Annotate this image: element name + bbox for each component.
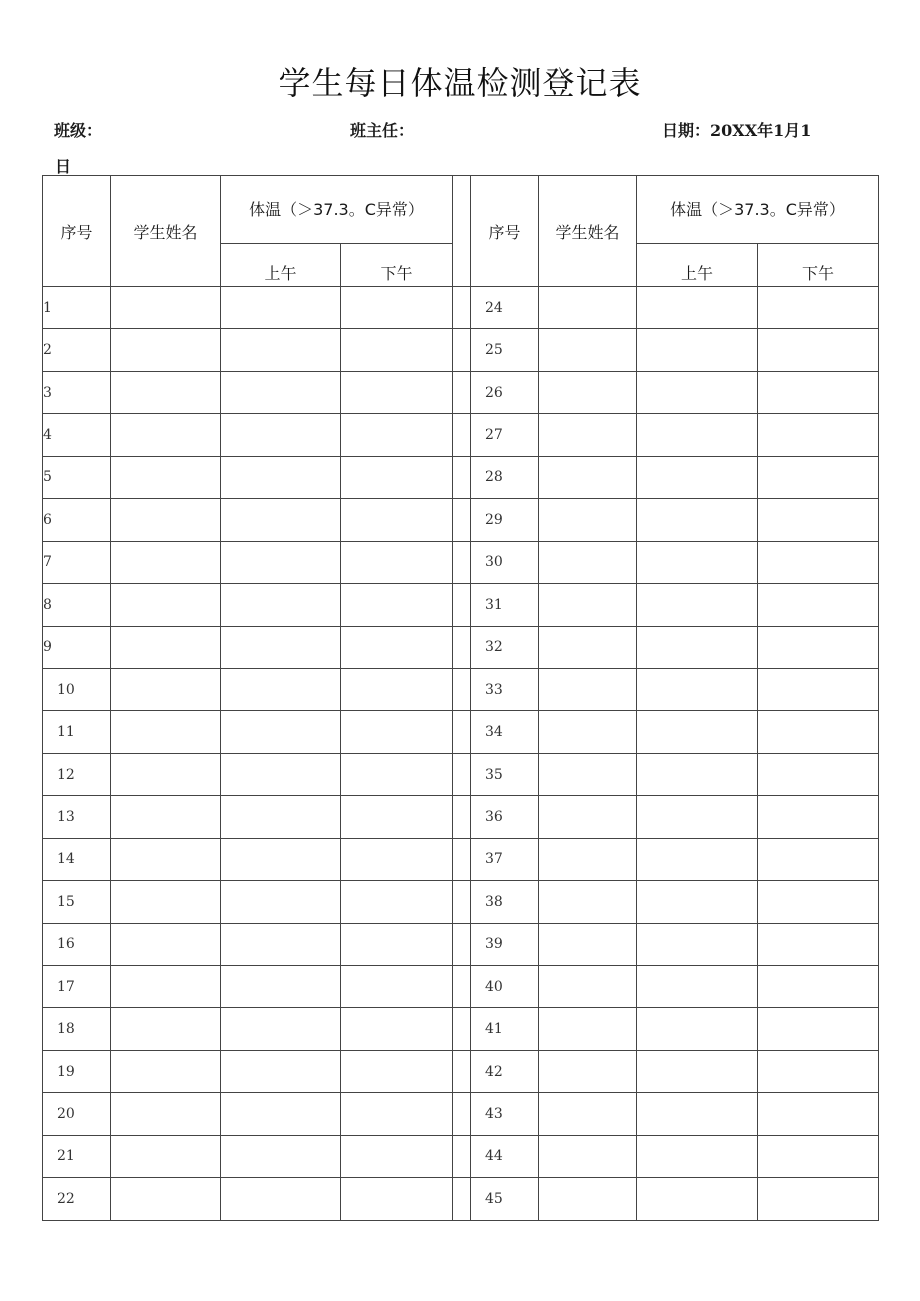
table-row [43,838,879,880]
student-name-cell[interactable] [539,1050,637,1092]
am-temp-cell[interactable] [221,1093,341,1135]
row-number-right: 31 [471,584,539,626]
row-number-left: 18 [43,1008,111,1050]
student-name-cell[interactable] [111,541,221,583]
row-number-left: 22 [43,1178,111,1220]
column-gap-cell [453,923,471,965]
column-gap-cell [453,541,471,583]
table-row [43,1050,879,1092]
am-temp-cell[interactable] [637,541,758,583]
row-number-left: 20 [43,1093,111,1135]
column-gap-cell [453,329,471,371]
student-name-cell[interactable] [539,584,637,626]
am-temp-cell[interactable] [221,541,341,583]
student-name-cell[interactable] [111,838,221,880]
table-row [43,329,879,371]
student-name-cell[interactable] [111,796,221,838]
am-temp-cell[interactable] [637,329,758,371]
am-temp-cell[interactable] [637,287,758,329]
column-gap-cell [453,881,471,923]
student-name-cell[interactable] [111,966,221,1008]
am-temp-cell[interactable] [637,711,758,753]
pm-temp-cell[interactable] [341,668,453,710]
row-number-left: 6 [43,499,111,541]
row-number-left: 15 [43,881,111,923]
am-temp-cell[interactable] [637,371,758,413]
header-am-right: 上午 [637,244,758,287]
pm-temp-cell[interactable] [341,711,453,753]
pm-temp-cell[interactable] [341,584,453,626]
row-number-left: 21 [43,1135,111,1177]
pm-temp-cell[interactable] [341,838,453,880]
column-gap-cell [453,1178,471,1220]
pm-temp-cell[interactable] [758,923,879,965]
am-temp-cell[interactable] [637,796,758,838]
header-name-right: 学生姓名 [539,176,637,287]
table-row [43,881,879,923]
am-temp-cell[interactable] [221,881,341,923]
table-row [43,414,879,456]
table-row [43,584,879,626]
row-number-right: 42 [471,1050,539,1092]
student-name-cell[interactable] [539,838,637,880]
column-gap-cell [453,499,471,541]
table-row [43,1093,879,1135]
table-row [43,753,879,795]
column-gap-cell [453,838,471,880]
column-gap-cell [453,287,471,329]
student-name-cell[interactable] [539,711,637,753]
teacher-label: 班主任： [350,121,415,140]
row-number-left: 12 [43,753,111,795]
pm-temp-cell[interactable] [341,1093,453,1135]
column-gap-cell [453,1135,471,1177]
student-name-cell[interactable] [111,753,221,795]
date-label: 日期： [662,121,711,140]
date-field [662,118,811,141]
student-name-cell[interactable] [111,668,221,710]
am-temp-cell[interactable] [221,753,341,795]
pm-temp-cell[interactable] [758,1050,879,1092]
student-name-cell[interactable] [111,584,221,626]
row-number-right: 43 [471,1093,539,1135]
row-number-left: 13 [43,796,111,838]
am-temp-cell[interactable] [221,1050,341,1092]
row-number-left: 2 [43,329,111,371]
column-gap-cell [453,711,471,753]
column-gap-cell [453,626,471,668]
am-temp-cell[interactable] [221,796,341,838]
student-name-cell[interactable] [539,966,637,1008]
student-name-cell[interactable] [539,371,637,413]
column-gap-cell [453,668,471,710]
student-name-cell[interactable] [539,881,637,923]
pm-temp-cell[interactable] [758,626,879,668]
pm-temp-cell[interactable] [758,584,879,626]
row-number-right: 30 [471,541,539,583]
student-name-cell[interactable] [539,1093,637,1135]
am-temp-cell[interactable] [221,414,341,456]
pm-temp-cell[interactable] [341,626,453,668]
column-gap-cell [453,753,471,795]
row-number-left: 4 [43,414,111,456]
student-name-cell[interactable] [539,1135,637,1177]
pm-temp-cell[interactable] [758,371,879,413]
column-gap-cell [453,1008,471,1050]
pm-temp-cell[interactable] [758,753,879,795]
student-name-cell[interactable] [111,371,221,413]
am-temp-cell[interactable] [221,1135,341,1177]
student-name-cell[interactable] [539,753,637,795]
am-temp-cell[interactable] [221,923,341,965]
am-temp-cell[interactable] [221,711,341,753]
header-temp-right: 体温（＞37.3。C异常） [637,176,879,244]
column-gap-cell [453,584,471,626]
row-number-left: 17 [43,966,111,1008]
row-number-left: 11 [43,711,111,753]
header-pm-left: 下午 [341,244,453,287]
column-gap-cell [453,414,471,456]
table-row [43,796,879,838]
am-temp-cell[interactable] [637,1093,758,1135]
date-value: 20XX年1月1 [710,121,812,140]
temperature-table [42,175,879,1221]
pm-temp-cell[interactable] [341,966,453,1008]
column-gap-cell [453,796,471,838]
row-number-right: 24 [471,287,539,329]
row-number-left: 10 [43,668,111,710]
student-name-cell[interactable] [111,1135,221,1177]
class-label: 班级： [54,121,103,140]
table-row [43,287,879,329]
am-temp-cell[interactable] [221,584,341,626]
am-temp-cell[interactable] [221,329,341,371]
am-temp-cell[interactable] [637,838,758,880]
pm-temp-cell[interactable] [758,414,879,456]
row-number-left: 14 [43,838,111,880]
date-wrap: 日 [55,157,72,176]
am-temp-cell[interactable] [221,966,341,1008]
row-number-left: 3 [43,371,111,413]
row-number-left: 7 [43,541,111,583]
student-name-cell[interactable] [539,668,637,710]
row-number-right: 29 [471,499,539,541]
am-temp-cell[interactable] [637,668,758,710]
pm-temp-cell[interactable] [758,1093,879,1135]
am-temp-cell[interactable] [221,499,341,541]
table-row [43,1135,879,1177]
row-number-right: 32 [471,626,539,668]
pm-temp-cell[interactable] [341,456,453,498]
am-temp-cell[interactable] [637,753,758,795]
table-row [43,626,879,668]
pm-temp-cell[interactable] [758,711,879,753]
table-row [43,1008,879,1050]
row-number-left: 9 [43,626,111,668]
pm-temp-cell[interactable] [341,329,453,371]
row-number-right: 36 [471,796,539,838]
student-name-cell[interactable] [111,711,221,753]
pm-temp-cell[interactable] [341,1008,453,1050]
pm-temp-cell[interactable] [758,1008,879,1050]
row-number-right: 28 [471,456,539,498]
pm-temp-cell[interactable] [341,1050,453,1092]
student-name-cell[interactable] [539,499,637,541]
row-number-left: 19 [43,1050,111,1092]
pm-temp-cell[interactable] [758,668,879,710]
pm-temp-cell[interactable] [341,287,453,329]
pm-temp-cell[interactable] [758,541,879,583]
pm-temp-cell[interactable] [341,499,453,541]
row-number-right: 45 [471,1178,539,1220]
student-name-cell[interactable] [111,1093,221,1135]
pm-temp-cell[interactable] [758,1135,879,1177]
am-temp-cell[interactable] [637,499,758,541]
header-name-left: 学生姓名 [111,176,221,287]
student-name-cell[interactable] [539,626,637,668]
row-number-right: 33 [471,668,539,710]
row-number-right: 37 [471,838,539,880]
student-name-cell[interactable] [539,287,637,329]
am-temp-cell[interactable] [637,923,758,965]
column-gap-cell [453,371,471,413]
pm-temp-cell[interactable] [341,881,453,923]
row-number-right: 26 [471,371,539,413]
table-body [43,287,879,1221]
table-row [43,541,879,583]
pm-temp-cell[interactable] [758,499,879,541]
student-name-cell[interactable] [111,329,221,371]
row-number-right: 44 [471,1135,539,1177]
am-temp-cell[interactable] [221,668,341,710]
pm-temp-cell[interactable] [758,881,879,923]
row-number-right: 27 [471,414,539,456]
header-seq-left: 序号 [43,176,111,287]
table-row [43,456,879,498]
am-temp-cell[interactable] [221,1008,341,1050]
page-title: 学生每日体温检测登记表 [278,64,642,102]
am-temp-cell[interactable] [637,1050,758,1092]
row-number-right: 34 [471,711,539,753]
column-gap [453,176,471,287]
pm-temp-cell[interactable] [341,796,453,838]
row-number-left: 8 [43,584,111,626]
pm-temp-cell[interactable] [758,796,879,838]
pm-temp-cell[interactable] [341,541,453,583]
student-name-cell[interactable] [111,881,221,923]
student-name-cell[interactable] [111,1178,221,1220]
table-row [43,1178,879,1220]
student-name-cell[interactable] [539,414,637,456]
am-temp-cell[interactable] [637,1178,758,1220]
pm-temp-cell[interactable] [758,838,879,880]
student-name-cell[interactable] [539,1178,637,1220]
table-row [43,923,879,965]
row-number-left: 5 [43,456,111,498]
student-name-cell[interactable] [111,456,221,498]
student-name-cell[interactable] [111,414,221,456]
header-temp-left: 体温（＞37.3。C异常） [221,176,453,244]
student-name-cell[interactable] [111,923,221,965]
student-name-cell[interactable] [111,287,221,329]
student-name-cell[interactable] [111,1008,221,1050]
student-name-cell[interactable] [111,1050,221,1092]
row-number-right: 39 [471,923,539,965]
row-number-right: 25 [471,329,539,371]
table-row [43,711,879,753]
pm-temp-cell[interactable] [341,1135,453,1177]
am-temp-cell[interactable] [221,838,341,880]
pm-temp-cell[interactable] [341,1178,453,1220]
header-pm-right: 下午 [758,244,879,287]
am-temp-cell[interactable] [637,1008,758,1050]
am-temp-cell[interactable] [637,584,758,626]
am-temp-cell[interactable] [221,287,341,329]
pm-temp-cell[interactable] [758,966,879,1008]
pm-temp-cell[interactable] [341,753,453,795]
column-gap-cell [453,1093,471,1135]
student-name-cell[interactable] [539,329,637,371]
pm-temp-cell[interactable] [341,371,453,413]
am-temp-cell[interactable] [221,1178,341,1220]
header-am-left: 上午 [221,244,341,287]
pm-temp-cell[interactable] [341,414,453,456]
am-temp-cell[interactable] [637,966,758,1008]
pm-temp-cell[interactable] [758,287,879,329]
column-gap-cell [453,1050,471,1092]
student-name-cell[interactable] [539,923,637,965]
am-temp-cell[interactable] [221,456,341,498]
am-temp-cell[interactable] [637,881,758,923]
column-gap-cell [453,966,471,1008]
am-temp-cell[interactable] [637,414,758,456]
row-number-right: 41 [471,1008,539,1050]
student-name-cell[interactable] [539,796,637,838]
pm-temp-cell[interactable] [758,329,879,371]
student-name-cell[interactable] [111,499,221,541]
table-row [43,966,879,1008]
student-name-cell[interactable] [539,541,637,583]
column-gap-cell [453,456,471,498]
pm-temp-cell[interactable] [758,1178,879,1220]
header-seq-right: 序号 [471,176,539,287]
table-row [43,371,879,413]
am-temp-cell[interactable] [637,456,758,498]
row-number-right: 38 [471,881,539,923]
pm-temp-cell[interactable] [758,456,879,498]
am-temp-cell[interactable] [637,1135,758,1177]
am-temp-cell[interactable] [637,626,758,668]
table-row [43,499,879,541]
student-name-cell[interactable] [539,456,637,498]
row-number-right: 40 [471,966,539,1008]
row-number-right: 35 [471,753,539,795]
am-temp-cell[interactable] [221,626,341,668]
table-row [43,668,879,710]
am-temp-cell[interactable] [221,371,341,413]
student-name-cell[interactable] [539,1008,637,1050]
row-number-left: 16 [43,923,111,965]
row-number-left: 1 [43,287,111,329]
pm-temp-cell[interactable] [341,923,453,965]
student-name-cell[interactable] [111,626,221,668]
